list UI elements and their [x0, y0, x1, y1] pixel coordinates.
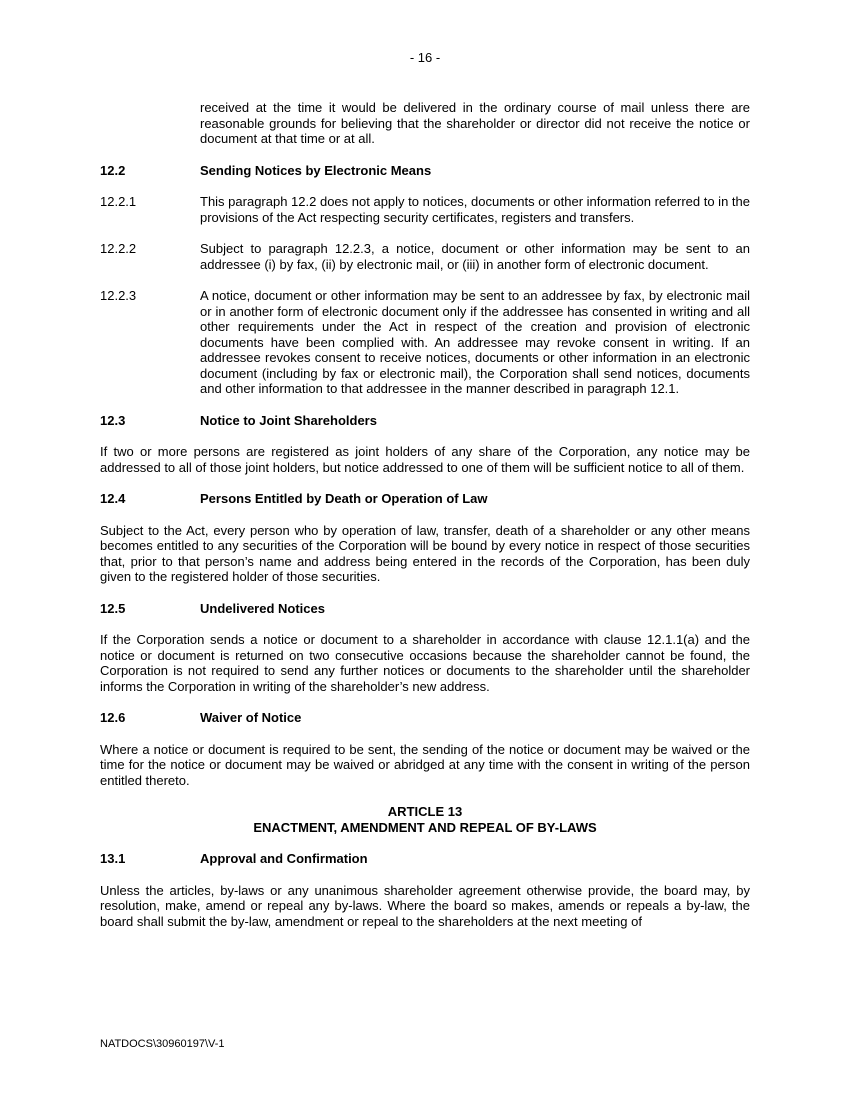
section-title: Undelivered Notices: [200, 600, 325, 616]
article-title: ENACTMENT, AMENDMENT AND REPEAL OF BY-LAWS: [253, 819, 597, 835]
section-number: 12.5: [100, 600, 126, 616]
section-12-5-heading: [100, 601, 750, 617]
section-number: 12.4: [100, 491, 126, 506]
section-12-6-text: Where a notice or document is required to be sent, the sending of the notice or document may be waived or the time for the notice or document may be waived or abridged at any time with the consent in writing of the person entitled thereto.: [100, 741, 750, 788]
paragraph-12-2-1: [100, 194, 750, 225]
section-13-1-heading: [100, 851, 750, 867]
section-number: 12.6: [100, 710, 126, 725]
section-12-5-text: If the Corporation sends a notice or document to a shareholder in accordance with clause 12.1.1(a) and the notice or document is returned on two consecutive occasions because the shareholder cannot be found, the Corporation is not required to send any further notices or documents to the shareholder until the shareholder informs the Corporation in writing of the shareholder’s new address.: [100, 632, 750, 694]
section-12-3-heading: [100, 413, 750, 429]
section-number: 13.1: [100, 851, 126, 866]
section-12-4-text: Subject to the Act, every person who by operation of law, transfer, death of a shareholder or any other means becomes entitled to any securities of the Corporation will be bound by every notice in respect of those securities that, prior to that person’s name and address being entered in the records of the Corporation, has been duly given to the registered holder of those securities.: [100, 522, 750, 584]
section-title: Sending Notices by Electronic Means: [200, 162, 432, 178]
document-footer-id: NATDOCS\30960197\V-1: [100, 1038, 225, 1050]
section-12-4-heading: [100, 491, 750, 507]
section-number: 12.2: [100, 162, 126, 178]
section-12-6-heading: [100, 710, 750, 726]
paragraph-12-2-2: [100, 241, 750, 272]
paragraph-text: A notice, document or other information may be sent to an addressee by fax, by electronic mail or in another form of electronic document only if the addressee has consented in writing and all other requirements under the Act in respect of the creation and provision of electronic documents have been complied with. An addressee may revoke consent in writing. If an addressee revokes consent to receive notices, documents or other information in an electronic document (including by fax or electronic mail), the Corporation shall send notices, documents and other information to that addressee in the manner described in paragraph 12.1.: [200, 288, 750, 396]
section-title: Persons Entitled by Death or Operation of Law: [200, 491, 488, 506]
section-number: 12.3: [100, 412, 126, 428]
paragraph-number: 12.2.2: [100, 241, 137, 256]
paragraph-text: Subject to paragraph 12.2.3, a notice, document or other information may be sent to an addressee (i) by fax, (ii) by electronic mail, or (iii) in another form of electronic document.: [200, 241, 750, 272]
article-label: ARTICLE 13: [387, 804, 463, 819]
document-body: [100, 100, 750, 929]
section-title: Notice to Joint Shareholders: [200, 412, 377, 428]
section-title: Approval and Confirmation: [200, 851, 368, 866]
paragraph-12-2-3: [100, 288, 750, 397]
section-13-1-text: Unless the articles, by-laws or any unanimous shareholder agreement otherwise provide, the board may, by resolution, make, amend or repeal any by-laws. Where the board so makes, amends or repeals a by-law, the board shall submit the by-law, amendment or repeal to the shareholders at the next meeting of: [100, 882, 750, 929]
section-12-2-heading: [100, 163, 750, 179]
page-number: - 16 -: [409, 50, 441, 65]
paragraph-number: 12.2.1: [100, 194, 137, 209]
section-title: Waiver of Notice: [200, 710, 302, 725]
continuation-paragraph: received at the time it would be delivered in the ordinary course of mail unless there are reasonable grounds for believing that the shareholder or director did not receive the notice or document at that time or at all.: [200, 100, 750, 146]
paragraph-number: 12.2.3: [100, 288, 137, 303]
paragraph-text: This paragraph 12.2 does not apply to notices, documents or other information referred to in the provisions of the Act respecting security certificates, registers and transfers.: [200, 194, 750, 225]
section-12-3-text: If two or more persons are registered as joint holders of any share of the Corporation, any notice may be addressed to all of those joint holders, but notice addressed to one of them will be sufficient notice to all of them.: [100, 444, 750, 475]
